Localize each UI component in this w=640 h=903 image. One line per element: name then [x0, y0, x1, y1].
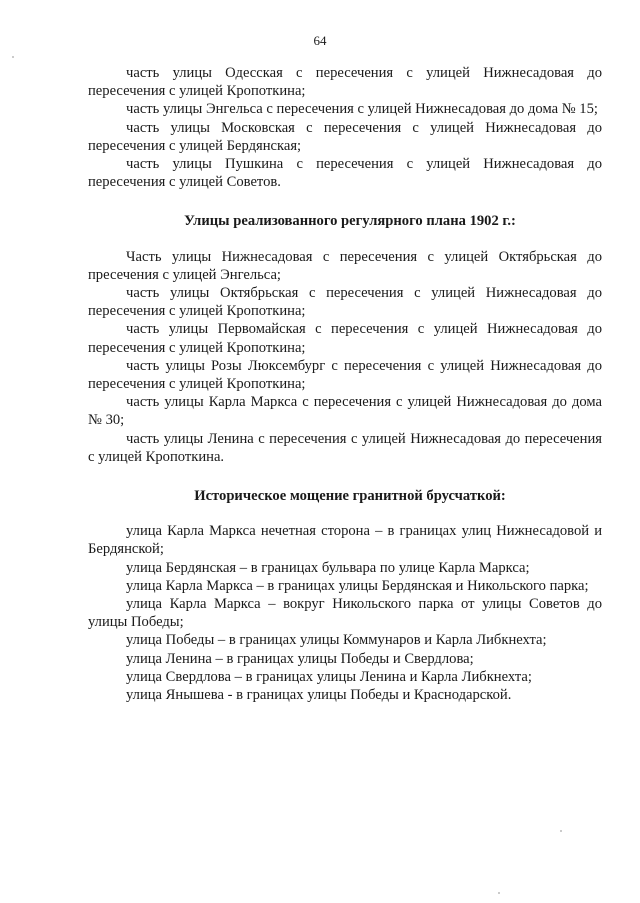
document-body — [88, 64, 602, 704]
scan-speck — [560, 830, 562, 832]
list-item: улица Карла Маркса – вокруг Никольского парка от улицы Советов до улицы Победы; — [88, 596, 602, 631]
granite-paving-section — [88, 522, 602, 704]
list-item: часть улицы Розы Люксембург с пересечения с улицей Нижнесадовая до пересечения с улицей Кропоткина; — [88, 357, 602, 393]
regular-plan-streets-section — [88, 248, 602, 466]
list-item: часть улицы Пушкина с пересечения с улицей Нижнесадовая до пересечения с улицей Советов. — [88, 156, 602, 191]
page-number: 64 — [313, 33, 327, 48]
section-heading: Историческое мощение гранитной брусчаткой: — [194, 488, 506, 505]
scan-speck — [498, 892, 500, 894]
section-heading: Улицы реализованного регулярного плана 1902 г.: — [184, 213, 516, 230]
list-item: часть улицы Первомайская с пересечения с улицей Нижнесадовая до пересечения с улицей Кропоткина; — [88, 321, 602, 356]
list-item: улица Свердлова – в границах улицы Ленина и Карла Либкнехта; — [126, 668, 532, 685]
list-item: улица Бердянская – в границах бульвара по улице Карла Маркса; — [126, 559, 530, 576]
list-item: улица Янышева - в границах улицы Победы и Краснодарской. — [126, 687, 512, 704]
list-item: часть улицы Энгельса с пересечения с улицей Нижнесадовая до дома № 15; — [126, 101, 598, 118]
list-item: улица Карла Маркса – в границах улицы Бердянская и Никольского парка; — [126, 577, 589, 594]
list-item: часть улицы Ленина с пересечения с улицей Нижнесадовая до пересечения с улицей Кропоткина. — [88, 430, 602, 465]
list-item: улица Карла Маркса нечетная сторона – в границах улиц Нижнесадовой и Бердянской; — [88, 523, 602, 558]
list-item: часть улицы Октябрьская с пересечения с улицей Нижнесадовая до пересечения с улицей Кропоткина; — [88, 285, 602, 320]
list-item: улица Победы – в границах улицы Коммунаров и Карла Либкнехта; — [126, 632, 547, 649]
list-item: часть улицы Московская с пересечения с улицей Нижнесадовая до пересечения с улицей Бердянская; — [88, 119, 602, 154]
list-item: улица Ленина – в границах улицы Победы и Свердлова; — [126, 650, 474, 667]
list-item: часть улицы Одесская с пересечения с улицей Нижнесадовая до пересечения с улицей Кропоткина; — [88, 65, 602, 100]
list-item: часть улицы Карла Маркса с пересечения с улицей Нижнесадовая до дома № 30; — [88, 394, 602, 429]
scan-speck — [12, 56, 14, 58]
street-list-section — [88, 64, 602, 191]
list-item: Часть улицы Нижнесадовая с пересечения с улицей Октябрьская до пресечения с улицей Энгельса; — [88, 248, 602, 283]
